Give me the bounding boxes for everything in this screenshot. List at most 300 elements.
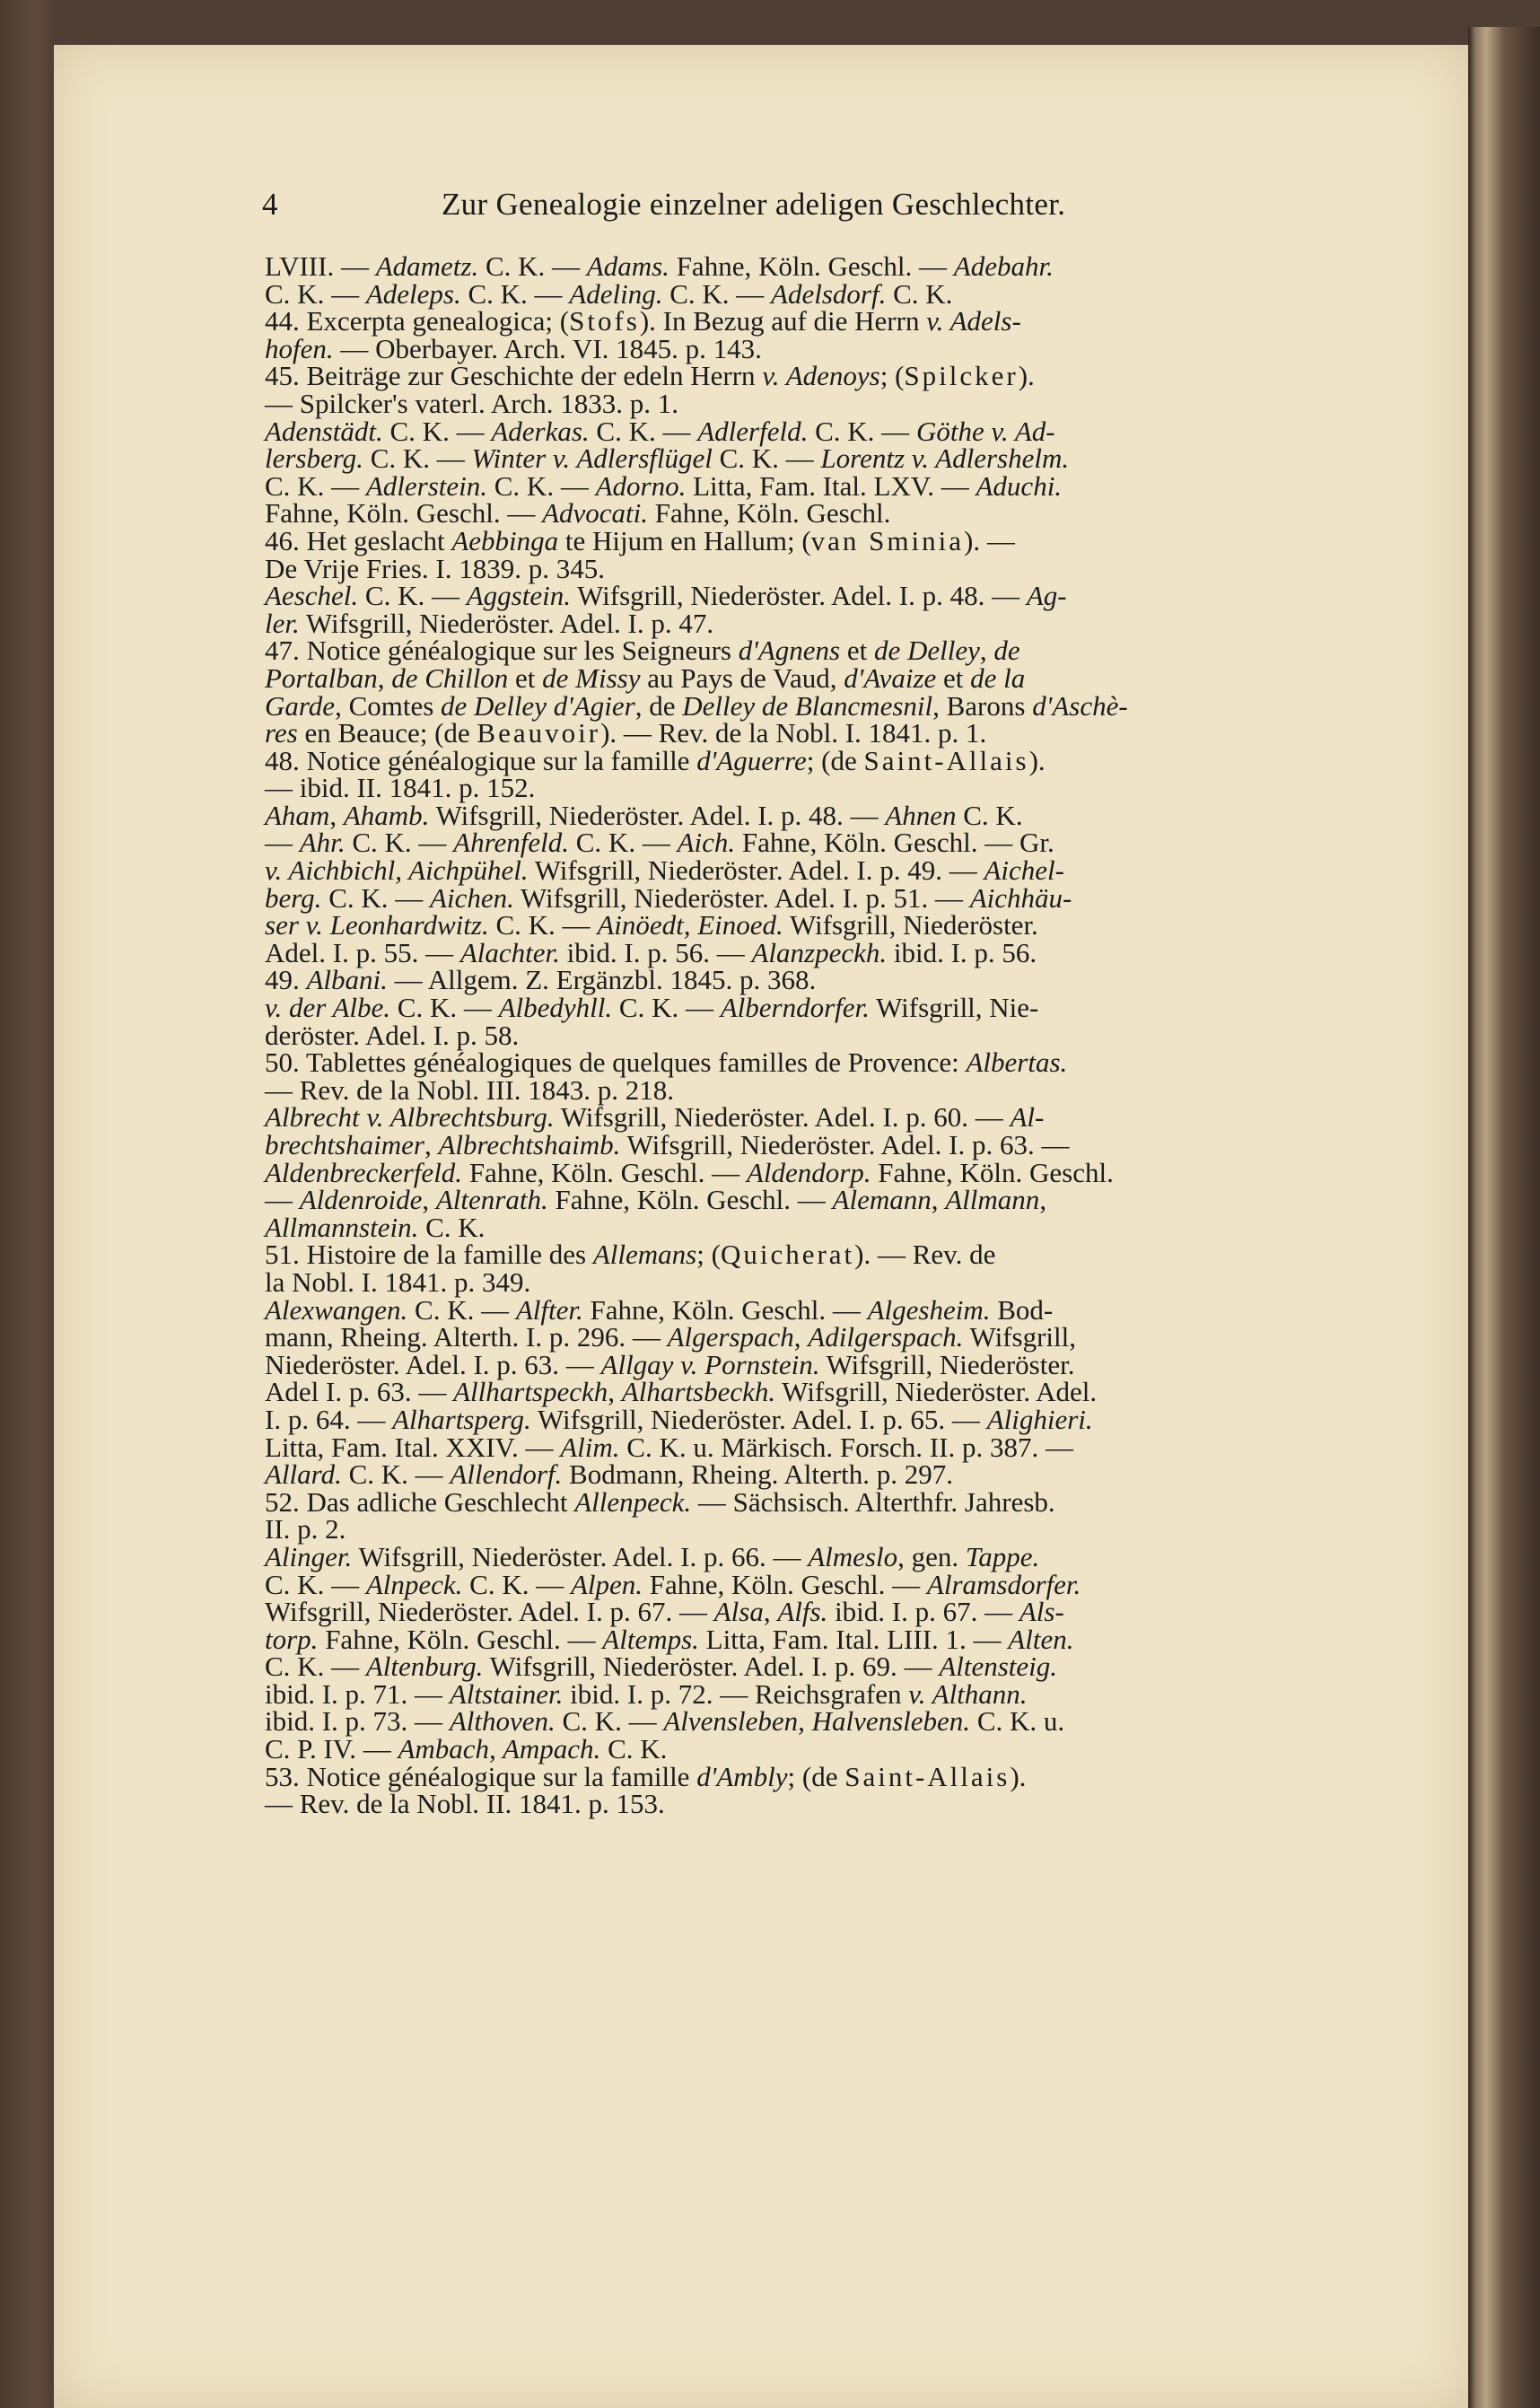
family-name: Ahr. [299,827,346,859]
family-name: Aebbinga [451,524,559,556]
text-segment: — Rev. de la Nobl. II. 1841. p. 153. [265,1788,665,1820]
family-name: Portalban [265,661,378,694]
family-name: Allard. [265,1458,342,1491]
text-line [265,964,1306,996]
text-segment: Litta, Fam. Ital. XXIV. — [265,1431,561,1463]
text-segment: , [377,661,392,694]
family-name: Als- [1019,1596,1064,1628]
text-line [265,1129,1306,1160]
text-segment: Fahne, Köln. Geschl. — [318,1623,603,1655]
text-line [265,881,1306,914]
text-segment: C. K. — [460,277,570,310]
text-line [265,1101,1306,1134]
family-name: Aichhäu- [969,881,1072,914]
text-line [265,936,1306,968]
family-name: Aeschel. [265,580,359,612]
text-line [265,332,1306,364]
text-segment: Wifsgrill, Niederöster. Adel. I. p. 51. — [513,881,970,914]
text-segment: , [931,1184,946,1216]
text-segment: , Barons [932,689,1033,722]
family-name: Altensteig. [939,1651,1058,1683]
family-name: Alramsdorfer. [926,1568,1081,1600]
author-name: van Sminia [810,524,965,556]
text-segment: 49. [265,964,307,996]
text-line [265,637,1306,665]
text-line [265,1156,1306,1188]
text-segment: Fahne, Köln. Geschl. [871,1156,1114,1188]
text-segment: 53. Notice généalogique sur la famille [265,1760,697,1792]
family-name: Adlerfeld. [697,415,809,447]
text-line [265,1788,1306,1820]
text-line [265,1568,1306,1600]
text-segment: , [422,1184,436,1216]
family-name: Allhartspeckh [453,1376,608,1408]
family-name: Altstainer. [449,1677,564,1710]
family-name: Aldenroide [299,1184,423,1216]
text-line [265,1760,1306,1792]
text-segment: 50. Tablettes généalogiques de quelques familles de Provence: [265,1046,967,1079]
family-name: Advocati. [542,497,649,530]
text-segment: Wifsgrill, Niederöster. Adel. [775,1376,1098,1408]
text-segment: Fahne, Köln. Geschl. — [643,1568,927,1600]
text-segment: C. K. [600,1733,668,1765]
text-segment: ibid. I. p. 72. — Reichsgrafen [563,1677,909,1710]
text-segment: 51. Histoire de la famille des [265,1239,593,1271]
text-segment: ; ( [696,1239,721,1271]
text-segment: C. K. — [808,415,916,447]
text-segment: 44. Excerpta genealogica; ( [265,305,570,337]
text-line [265,1241,1306,1269]
family-name: Adeleps. [365,277,461,310]
family-name: berg. [265,881,322,914]
text-segment: Fahne, Köln. Geschl. — [582,1293,868,1326]
text-line [265,305,1306,337]
family-name: Aichen. [430,881,514,914]
family-name: Albertas. [966,1046,1068,1079]
family-name: Allemans [592,1239,697,1271]
family-name: ser v. Leonhardwitz. [265,909,489,941]
text-segment: Bodmann, Rheing. Alterth. p. 297. [562,1458,953,1491]
family-name: Aichel- [984,854,1064,887]
text-segment: Fahne, Köln. Geschl. — [265,497,543,530]
text-line [265,744,1306,776]
family-name: Allgay v. Pornstein. [600,1348,820,1380]
text-segment: Niederöster. Adel. I. p. 63. — [265,1348,601,1380]
family-name: Adelsdorf. [771,277,887,310]
text-line [265,1733,1306,1765]
text-line [265,1705,1306,1738]
family-name: Adeling. [569,277,663,310]
text-segment: — Sächsisch. Alterthfr. Jahresb. [691,1485,1055,1518]
text-segment: C. K. — [569,827,678,859]
family-name: v. Adels- [926,305,1021,337]
family-name: de [993,635,1020,667]
family-name: Ahrenfeld. [453,827,569,859]
family-name: v. der Albe. [265,992,391,1024]
family-name: de Missy [542,661,641,694]
text-segment: ibid. I. p. 73. — [265,1705,450,1738]
text-line [265,1348,1306,1380]
text-segment: Fahne, Köln. Geschl. [648,497,891,530]
text-segment: De Vrije Fries. I. 1839. p. 345. [265,552,605,584]
text-segment: 47. Notice généalogique sur les Seigneurs [265,635,739,667]
text-line [265,772,1306,804]
family-name: Alnpeck. [365,1568,463,1600]
text-segment: Fahne, Köln. Geschl. — [547,1184,833,1216]
family-name: Aduchi. [976,469,1063,502]
text-line [265,1265,1306,1298]
family-name: Ahnen [885,799,957,831]
text-segment: Litta, Fam. Ital. LXV. — [686,469,976,502]
text-segment: C. K. — [662,277,772,310]
text-body [265,250,1306,1820]
family-name: de Chillon [391,661,509,694]
text-segment: ). — [964,524,1015,556]
text-line [265,1623,1306,1655]
family-name: Alanzpeckh. [751,936,888,968]
text-segment: Fahne, Köln. Geschl. — [669,250,954,282]
text-line [265,1293,1306,1326]
family-name: Aldenbreckerfeld. [265,1156,463,1188]
text-segment: ). [1010,1760,1027,1792]
family-name: Adorno. [595,469,687,502]
text-segment: 52. Das adliche Geschlecht [265,1485,575,1518]
text-line [265,469,1306,502]
text-line [265,607,1306,639]
family-name: v. Aichbichl, Aichpühel. [265,854,529,887]
text-segment: en Beauce; (de [297,717,477,749]
family-name: Alsa [713,1596,764,1628]
text-segment: au Pays de Vaud, [640,661,844,694]
family-name: Alfter. [515,1293,583,1326]
family-name: Altemps. [602,1623,699,1655]
text-segment: C. K. — [265,1651,366,1683]
text-line [265,1677,1306,1710]
family-name: v. Adenoys [762,360,880,392]
family-name: Alhartsbeckh. [621,1376,776,1408]
author-name: Beauvoir [477,717,601,749]
family-name: Adilgerspach. [808,1321,964,1353]
text-segment: C. K. — [612,992,721,1024]
family-name: Alpen. [570,1568,643,1600]
family-name: Aldendorp. [746,1156,871,1188]
text-segment: — Allgem. Z. Ergänzbl. 1845. p. 368. [387,964,817,996]
text-line [265,1598,1306,1626]
text-line [265,1211,1306,1243]
text-line [265,689,1306,722]
text-segment: , [608,1376,622,1408]
family-name: de la [970,661,1026,694]
text-line [265,854,1306,887]
page-number: 4 [262,187,278,222]
family-name: Alfs. [777,1596,828,1628]
text-segment: Bod- [990,1293,1054,1326]
text-segment: C. K. — [555,1705,664,1738]
family-name: Alhartsperg. [392,1403,531,1435]
text-line [265,1485,1306,1518]
text-segment: , [763,1596,778,1628]
text-segment: , gen. [897,1540,966,1572]
text-segment: 46. Het geslacht [265,524,452,556]
family-name: d'Agnens [738,635,841,667]
family-name: Aderkas. [491,415,590,447]
text-segment: C. K. — [363,442,472,475]
text-line [265,717,1306,749]
text-segment: I. p. 64. — [265,1403,393,1435]
text-segment: C. K. — [390,992,499,1024]
text-segment: Wifsgrill, [963,1321,1076,1353]
family-name: Alemann [832,1184,932,1216]
text-line [265,1653,1306,1681]
text-segment: C. K. — [345,827,454,859]
text-line [265,277,1306,310]
text-segment: C. K. — [478,250,587,282]
family-name: Winter v. Adlersflügel [471,442,713,475]
text-segment: Wifsgrill, Niederöster. Adel. I. p. 66. — [352,1540,809,1572]
text-line [265,415,1306,447]
family-name: Albrecht v. Albrechtsburg. [265,1101,555,1134]
author-name: Quicherat [720,1239,855,1271]
text-line [265,387,1306,419]
family-name: brechtshaimer [265,1129,424,1160]
text-segment: ibid. I. p. 56. — [559,936,752,968]
text-line [265,1073,1306,1106]
text-segment: — [265,827,300,859]
family-name: Allenpeck. [574,1485,692,1518]
text-segment: C. K. [418,1211,486,1243]
text-segment: la Nobl. I. 1841. p. 349. [265,1265,531,1298]
text-line [265,661,1306,694]
text-segment: ; (de [806,744,864,776]
text-segment: C. K. — [488,909,598,941]
text-segment: Wifsgrill, Niederöster. Adel. I. p. 69. — [483,1651,940,1683]
text-segment: C. K. — [341,1458,451,1491]
family-name: Alachter. [459,936,560,968]
author-name: Saint-Allais [863,744,1029,776]
text-line [265,909,1306,941]
text-segment: — ibid. II. 1841. p. 152. [265,772,536,804]
family-name: Albedyhll. [498,992,613,1024]
family-name: Lorentz v. Adlershelm. [820,442,1070,475]
family-name: Almeslo [808,1540,898,1572]
text-segment: ibid. I. p. 71. — [265,1677,450,1710]
text-segment: ). — Rev. de la Nobl. I. 1841. p. 1. [600,717,987,749]
text-line [265,1540,1306,1572]
family-name: Ahamb. [343,799,430,831]
text-line [265,1321,1306,1353]
text-segment: — Rev. de la Nobl. III. 1843. p. 218. [265,1073,675,1106]
text-line [265,1186,1306,1214]
text-segment: Litta, Fam. Ital. LIII. 1. — [698,1623,1009,1655]
text-segment: Wifsgrill, Niederöster. [819,1348,1075,1380]
text-segment: ). [1018,360,1035,392]
text-line [265,829,1306,857]
text-segment: Wifsgrill, Niederöster. Adel. I. p. 48. — [570,580,1027,612]
text-segment: Wifsgrill, Niederöster. [783,909,1038,941]
text-segment: C. K. [956,799,1023,831]
family-name: Delley de Blancmesnil [682,689,933,722]
author-name: Saint-Allais [844,1760,1011,1792]
text-segment: C. K. [886,277,953,310]
text-line [265,360,1306,392]
family-name: Allendorf. [450,1458,563,1491]
text-segment: — Spilcker's vaterl. Arch. 1833. p. 1. [265,387,679,419]
family-name: Althoven. [449,1705,556,1738]
text-segment: 48. Notice généalogique sur la famille [265,744,697,776]
text-segment: Fahne, Köln. Geschl. — [462,1156,747,1188]
text-segment: Wifsgrill, Niederöster. Adel. I. p. 63. — [620,1129,1070,1160]
family-name: Aich. [677,827,736,859]
text-line [265,1376,1306,1408]
text-segment: Adel. I. p. 55. — [265,936,460,968]
text-segment: C. P. IV. — [265,1733,398,1765]
family-name: Alten. [1008,1623,1074,1655]
text-segment: — Oberbayer. Arch. VI. 1845. p. 143. [333,332,762,364]
text-segment: Wifsgrill, Niederöster. Adel. I. p. 48. — [429,799,886,831]
family-name: Adams. [586,250,669,282]
family-name: Algerspach [667,1321,794,1353]
text-segment: C. K. — [321,881,431,914]
family-name: hofen. [265,332,334,364]
text-line [265,1431,1306,1463]
text-segment: Wifsgrill, Niederöster. Adel. I. p. 65. — [530,1403,987,1435]
text-segment: , [329,799,344,831]
text-line [265,1513,1306,1545]
author-name: Stofs [569,305,640,337]
family-name: d'Aschè- [1032,689,1128,722]
text-segment: , [1039,1184,1047,1216]
family-name: Adlerstein. [365,469,487,502]
text-line [265,799,1306,831]
family-name: Adebahr. [953,250,1054,282]
family-name: Allmann [945,1184,1040,1216]
family-name: Göthe v. Ad- [915,415,1055,447]
family-name: Ambach, Ampach. [398,1733,601,1765]
text-segment: ; ( [879,360,905,392]
text-segment: Adel I. p. 63. — [265,1376,454,1408]
text-segment: ). In Bezug auf die Herrn [639,305,927,337]
text-segment: LVIII. — [265,250,376,282]
family-name: Altenrath. [435,1184,548,1216]
page-header [262,187,1124,226]
text-segment: C. K. — [487,469,596,502]
family-name: Garde [265,689,336,722]
family-name: Alexwangen. [265,1293,408,1326]
family-name: Adametz. [375,250,479,282]
running-title: Zur Genealogie einzelner adeligen Geschlechter. [442,187,1066,222]
text-segment: C. K. — [265,469,366,502]
family-name: Albani. [306,964,388,996]
family-name: Allmannstein. [265,1211,419,1243]
family-name: Alinger. [265,1540,353,1572]
family-name: d'Aguerre [696,744,807,776]
family-name: ler. [265,607,300,639]
text-segment: et [508,661,543,694]
text-segment: deröster. Adel. I. p. 58. [265,1019,520,1051]
text-segment: C. K. — [358,580,467,612]
text-segment: et [840,635,874,667]
text-line [265,442,1306,475]
text-segment: , de [634,689,683,722]
text-segment: et [936,661,971,694]
text-segment: C. K. — [265,1568,366,1600]
text-segment: C. K. — [382,415,492,447]
text-segment: Wifsgrill, Niederöster. Adel. I. p. 60. — [554,1101,1011,1134]
author-name: Spilcker [904,360,1019,392]
text-segment: C. K. — [589,415,698,447]
text-segment: C. K. — [462,1568,571,1600]
text-segment: ; (de [787,1760,845,1792]
family-name: Tappe. [965,1540,1040,1572]
text-segment: te Hijum en Hallum; ( [558,524,811,556]
text-segment: , [979,635,994,667]
facing-page-edge [1468,27,1540,2408]
text-segment: , [793,1321,809,1353]
family-name: v. Althann. [908,1677,1028,1710]
text-segment: mann, Rheing. Alterth. I. p. 296. — [265,1321,668,1353]
family-name: Ainöedt, Einoed. [597,909,783,941]
family-name: Alberndorfer. [720,992,870,1024]
text-line [265,1403,1306,1435]
text-segment: Wifsgrill, Niederöster. Adel. I. p. 67. — [265,1596,714,1628]
text-segment: — [265,1184,300,1216]
text-line [265,497,1306,530]
family-name: Alvensleben, Halvensleben. [663,1705,971,1738]
family-name: d'Ambly [696,1760,788,1792]
text-segment: C. K. — [265,277,366,310]
family-name: torp. [265,1623,319,1655]
family-name: Al- [1010,1101,1045,1134]
family-name: d'Avaize [844,661,937,694]
text-line [265,994,1306,1022]
text-line [265,1019,1306,1051]
family-name: Albrechtshaimb. [438,1129,621,1160]
family-name: Alighieri. [986,1403,1093,1435]
text-segment: Wifsgrill, Niederöster. Adel. I. p. 47. [299,607,714,639]
text-segment: C. K. — [407,1293,516,1326]
family-name: Algesheim. [867,1293,991,1326]
family-name: lersberg. [265,442,363,475]
text-segment: Wifsgrill, Nie- [869,992,1039,1024]
text-segment: II. p. 2. [265,1513,346,1545]
text-line [265,1046,1306,1079]
text-segment: , Comtes [335,689,442,722]
text-segment: ). [1028,744,1046,776]
text-segment: Wifsgrill, Niederöster. Adel. I. p. 49. — [528,854,984,887]
family-name: res [265,717,298,749]
text-line [265,582,1306,610]
text-segment: C. K. u. Märkisch. Forsch. II. p. 387. — [619,1431,1073,1463]
text-segment: , [424,1129,439,1160]
text-line [265,250,1306,282]
family-name: de Delley [874,635,980,667]
family-name: Aham [265,799,330,831]
text-line [265,552,1306,584]
text-segment: ibid. I. p. 56. [887,936,1037,968]
text-segment: ). — Rev. de [854,1239,996,1271]
text-line [265,1458,1306,1491]
family-name: Altenburg. [365,1651,484,1683]
family-name: Alim. [560,1431,620,1463]
text-segment: C. K. u. [970,1705,1065,1738]
text-segment: Fahne, Köln. Geschl. — Gr. [735,827,1054,859]
text-segment: 45. Beiträge zur Geschichte der edeln Herrn [265,360,763,392]
text-segment: C. K. — [712,442,821,475]
text-line [265,524,1306,556]
text-segment: ibid. I. p. 67. — [827,1596,1019,1628]
family-name: de Delley d'Agier [441,689,635,722]
family-name: Ag- [1026,580,1067,612]
